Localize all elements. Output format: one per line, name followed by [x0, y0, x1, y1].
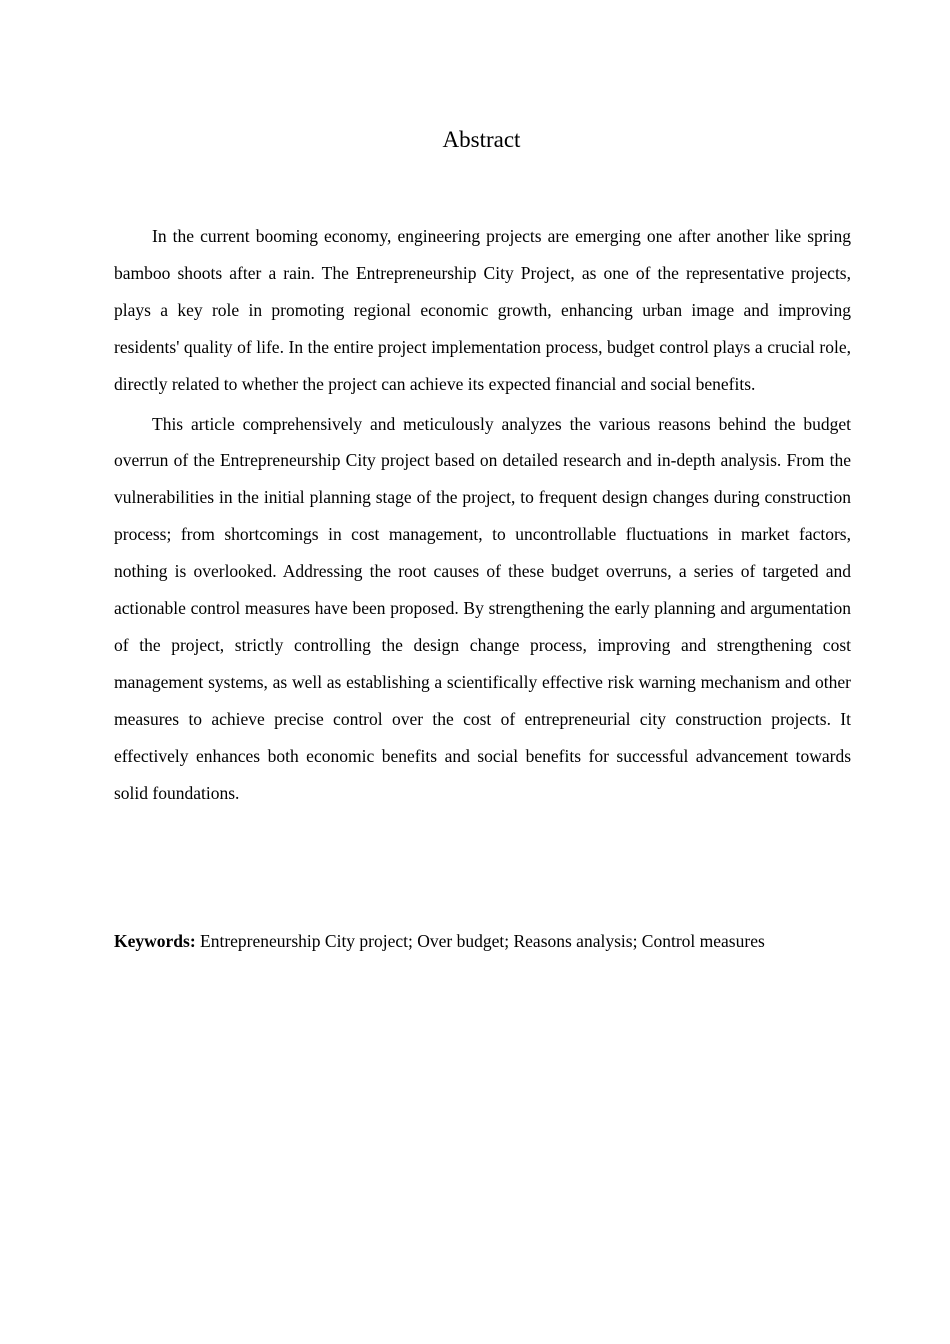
keywords-label: Keywords: — [114, 931, 196, 951]
keywords-text: Entrepreneurship City project; Over budget; Reasons analysis; Control measures — [195, 931, 765, 951]
abstract-paragraph-1: In the current booming economy, engineering projects are emerging one after another like spring bamboo shoots after a rain. The Entrepreneurship City Project, as one of the representative projects, plays a key role in promoting regional economic growth, enhancing urban image and improving residents' quality of life. In the entire project implementation process, budget control plays a crucial role, directly related to whether the project can achieve its expected financial and social benefits. — [114, 226, 851, 394]
keywords-line — [114, 923, 874, 959]
page-title: Abstract — [442, 127, 521, 152]
abstract-paragraph-2: This article comprehensively and meticulously analyzes the various reasons behind the budget overrun of the Entrepreneurship City project based on detailed research and in-depth analysis. From the vulnerabilities in the initial planning stage of the project, to frequent design changes during construction process; from shortcomings in cost management, to uncontrollable fluctuations in market factors, nothing is overlooked. Addressing the root causes of these budget overruns, a series of targeted and actionable control measures have been proposed. By strengthening the early planning and argumentation of the project, strictly controlling the design change process, improving and strengthening cost management systems, as well as establishing a scientifically effective risk warning mechanism and other measures to achieve precise control over the cost of entrepreneurial city construction projects. It effectively enhances both economic benefits and social benefits for successful advancement towards solid foundations. — [114, 413, 851, 803]
abstract-body — [114, 218, 851, 812]
